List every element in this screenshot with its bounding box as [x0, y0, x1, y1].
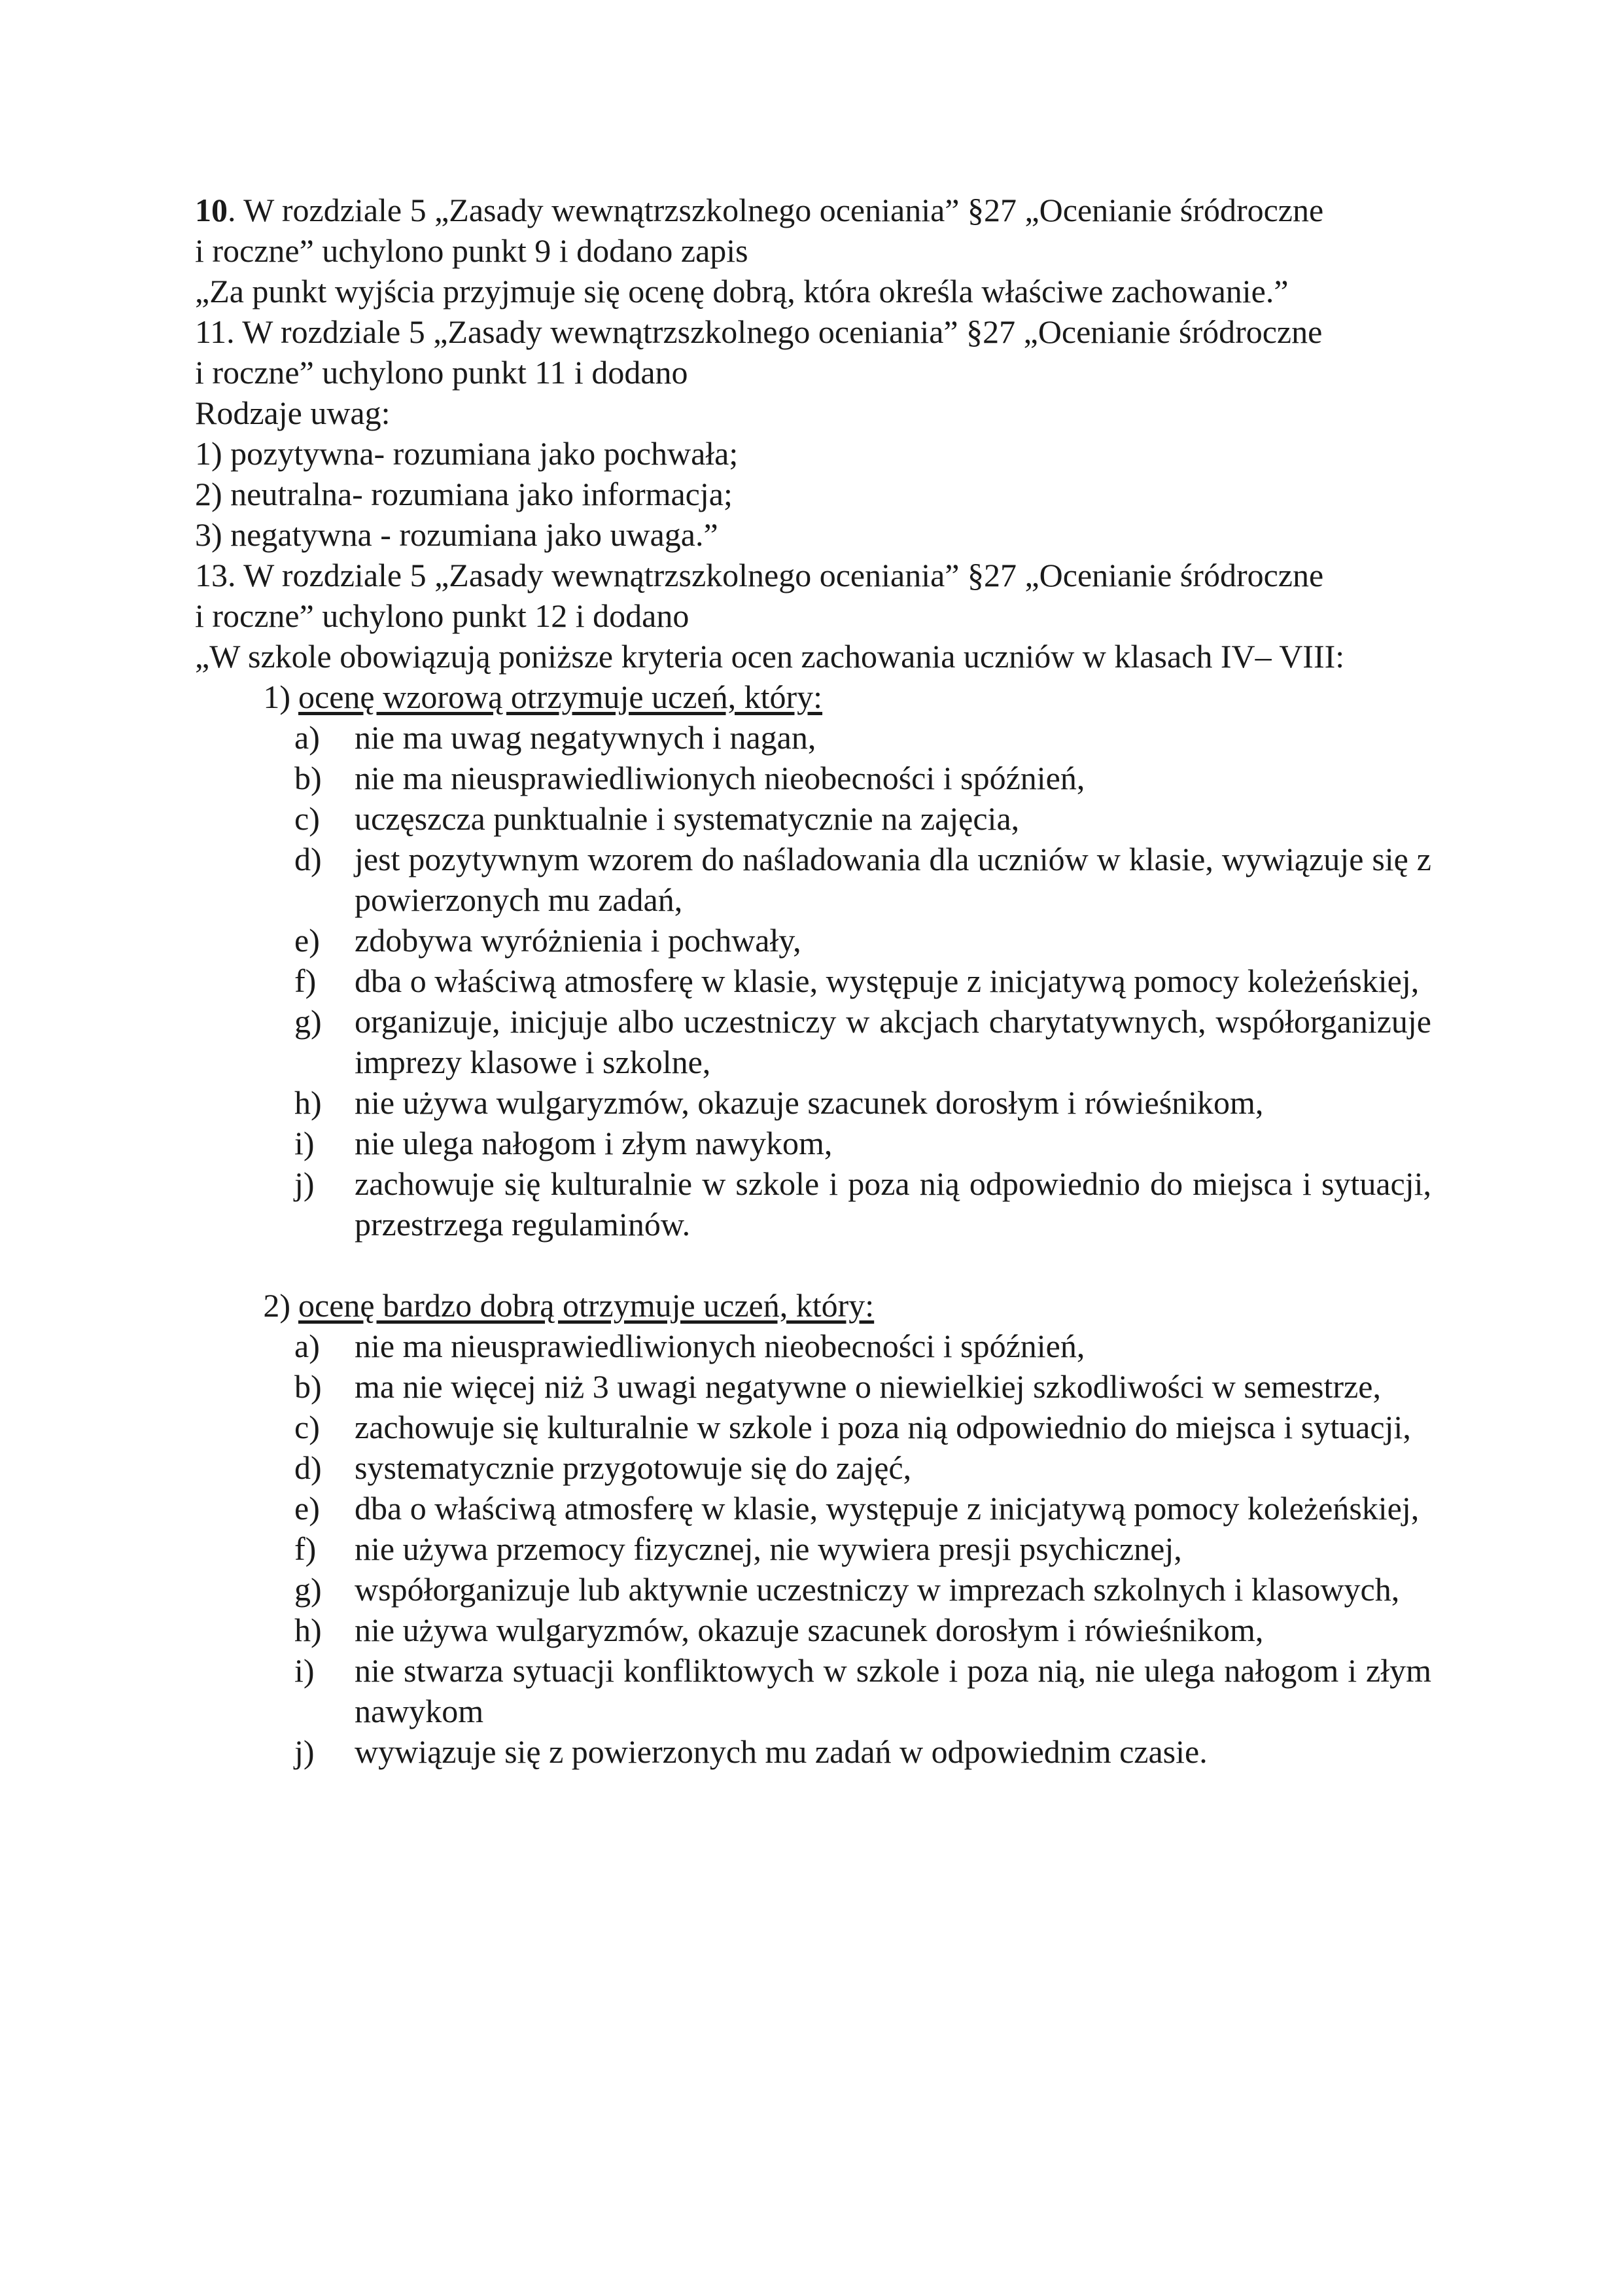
- remark-type-3: 3) negatywna - rozumiana jako uwaga.”: [195, 516, 718, 553]
- list-item-letter: c): [294, 1409, 320, 1445]
- list-item: [294, 1326, 1431, 1366]
- list-item-text: wywiązuje się z powierzonych mu zadań w odpowiednim czasie.: [355, 1733, 1208, 1770]
- grade-bardzo-dobra-items: [294, 1326, 1431, 1772]
- list-item: [294, 1610, 1431, 1650]
- list-item-letter: h): [294, 1612, 322, 1648]
- list-item-letter: h): [294, 1084, 322, 1121]
- list-item-letter: g): [294, 1571, 322, 1608]
- grade-wzorowa-title: ocenę wzorową otrzymuje uczeń, który:: [298, 679, 823, 715]
- list-item-letter: a): [294, 1328, 320, 1364]
- grade-bardzo-dobra-heading: [254, 1285, 1431, 1326]
- list-item-text: współorganizuje lub aktywnie uczestniczy w imprezach szkolnych i klasowych,: [355, 1571, 1400, 1608]
- grade-wzorowa-heading: [254, 677, 1431, 717]
- grade-wzorowa-section: [254, 677, 1431, 1245]
- list-item-letter: f): [294, 963, 317, 999]
- list-item-letter: a): [294, 719, 320, 756]
- list-item-text: dba o właściwą atmosferę w klasie, występuje z inicjatywą pomocy koleżeńskiej,: [355, 1490, 1420, 1527]
- list-item: [294, 1366, 1431, 1407]
- list-item-text: dba o właściwą atmosferę w klasie, występuje z inicjatywą pomocy koleżeńskiej,: [355, 963, 1420, 999]
- list-item-text: nie ma nieusprawiedliwionych nieobecności i spóźnień,: [355, 1328, 1085, 1364]
- list-item: [294, 758, 1431, 798]
- list-item-letter: i): [294, 1652, 315, 1689]
- list-item-letter: e): [294, 1490, 320, 1527]
- paragraph-10-text: . W rozdziale 5 „Zasady wewnątrzszkolnego oceniania” §27 „Ocenianie śródroczne: [228, 192, 1324, 228]
- list-item-text: nie używa przemocy fizycznej, nie wywiera presji psychicznej,: [355, 1530, 1182, 1567]
- grade-bardzo-dobra-number: 2): [263, 1287, 290, 1324]
- list-item-letter: j): [294, 1165, 315, 1202]
- paragraph-10-line-2: i roczne” uchylono punkt 9 i dodano zapis: [195, 232, 748, 269]
- grade-wzorowa-items: [294, 717, 1431, 1245]
- list-item: [294, 961, 1431, 1001]
- remark-type-2: 2) neutralna- rozumiana jako informacja;: [195, 476, 733, 512]
- list-item: [294, 1407, 1431, 1447]
- list-item: [294, 920, 1431, 961]
- list-item: [294, 1731, 1431, 1772]
- paragraph-13-line-1: 13. W rozdziale 5 „Zasady wewnątrzszkolnego oceniania” §27 „Ocenianie śródroczne: [195, 557, 1324, 593]
- list-item-text: ma nie więcej niż 3 uwagi negatywne o niewielkiej szkodliwości w semestrze,: [355, 1368, 1381, 1405]
- list-item-letter: f): [294, 1530, 317, 1567]
- grade-wzorowa-number: 1): [263, 679, 290, 715]
- list-item: [294, 839, 1431, 920]
- remark-type-1: 1) pozytywna- rozumiana jako pochwała;: [195, 435, 739, 472]
- list-item-letter: d): [294, 841, 322, 877]
- grade-bardzo-dobra-section: [254, 1285, 1431, 1772]
- list-item: [294, 1082, 1431, 1123]
- list-item-letter: c): [294, 800, 320, 837]
- list-item-letter: i): [294, 1125, 315, 1161]
- list-item-letter: b): [294, 1368, 322, 1405]
- list-item: [294, 798, 1431, 839]
- paragraph-11-line-3: Rodzaje uwag:: [195, 395, 391, 431]
- list-item-text: nie ma uwag negatywnych i nagan,: [355, 719, 816, 756]
- list-item-text: jest pozytywnym wzorem do naśladowania dla uczniów w klasie, wywiązuje się z powierzonych mu zadań,: [355, 841, 1431, 918]
- document-body: [195, 190, 1431, 1772]
- list-item: [294, 1447, 1431, 1488]
- list-item: [294, 1123, 1431, 1163]
- list-item: [294, 1488, 1431, 1528]
- list-item-letter: b): [294, 760, 322, 796]
- grade-bardzo-dobra-title: ocenę bardzo dobrą otrzymuje uczeń, który:: [298, 1287, 875, 1324]
- list-item: [294, 1528, 1431, 1569]
- list-item: [294, 1569, 1431, 1610]
- paragraph-10-line-3: „Za punkt wyjścia przyjmuje się ocenę dobrą, która określa właściwe zachowanie.”: [195, 273, 1289, 309]
- section-spacer: [195, 1245, 1431, 1285]
- list-item-text: zdobywa wyróżnienia i pochwały,: [355, 922, 801, 959]
- list-item: [294, 717, 1431, 758]
- list-item-text: uczęszcza punktualnie i systematycznie na zajęcia,: [355, 800, 1020, 837]
- list-item-letter: g): [294, 1003, 322, 1040]
- paragraph-13-line-2: i roczne” uchylono punkt 12 i dodano: [195, 597, 689, 634]
- list-item-letter: j): [294, 1733, 315, 1770]
- paragraph-13-line-3: „W szkole obowiązują poniższe kryteria ocen zachowania uczniów w klasach IV– VIII:: [195, 638, 1345, 675]
- list-item: [294, 1001, 1431, 1082]
- list-item-text: nie ulega nałogom i złym nawykom,: [355, 1125, 833, 1161]
- list-item: [294, 1650, 1431, 1731]
- paragraph-10-number: 10: [195, 192, 228, 228]
- list-item-letter: e): [294, 922, 320, 959]
- list-item-text: zachowuje się kulturalnie w szkole i poza nią odpowiednio do miejsca i sytuacji, przestrzega regulaminów.: [355, 1165, 1431, 1243]
- list-item-text: zachowuje się kulturalnie w szkole i poza nią odpowiednio do miejsca i sytuacji,: [355, 1409, 1411, 1445]
- list-item-text: organizuje, inicjuje albo uczestniczy w akcjach charytatywnych, współorganizuje imprezy klasowe i szkolne,: [355, 1003, 1431, 1080]
- list-item-text: nie stwarza sytuacji konfliktowych w szkole i poza nią, nie ulega nałogom i złym nawykom: [355, 1652, 1431, 1729]
- list-item-text: nie używa wulgaryzmów, okazuje szacunek dorosłym i rówieśnikom,: [355, 1084, 1264, 1121]
- list-item-text: systematycznie przygotowuje się do zajęć,: [355, 1449, 912, 1486]
- paragraph-10-line-1: [195, 190, 1431, 230]
- list-item-letter: d): [294, 1449, 322, 1486]
- list-item-text: nie używa wulgaryzmów, okazuje szacunek dorosłym i rówieśnikom,: [355, 1612, 1264, 1648]
- paragraph-11-line-1: 11. W rozdziale 5 „Zasady wewnątrzszkolnego oceniania” §27 „Ocenianie śródroczne: [195, 313, 1323, 350]
- paragraph-11-line-2: i roczne” uchylono punkt 11 i dodano: [195, 354, 688, 391]
- list-item-text: nie ma nieusprawiedliwionych nieobecności i spóźnień,: [355, 760, 1085, 796]
- list-item: [294, 1163, 1431, 1245]
